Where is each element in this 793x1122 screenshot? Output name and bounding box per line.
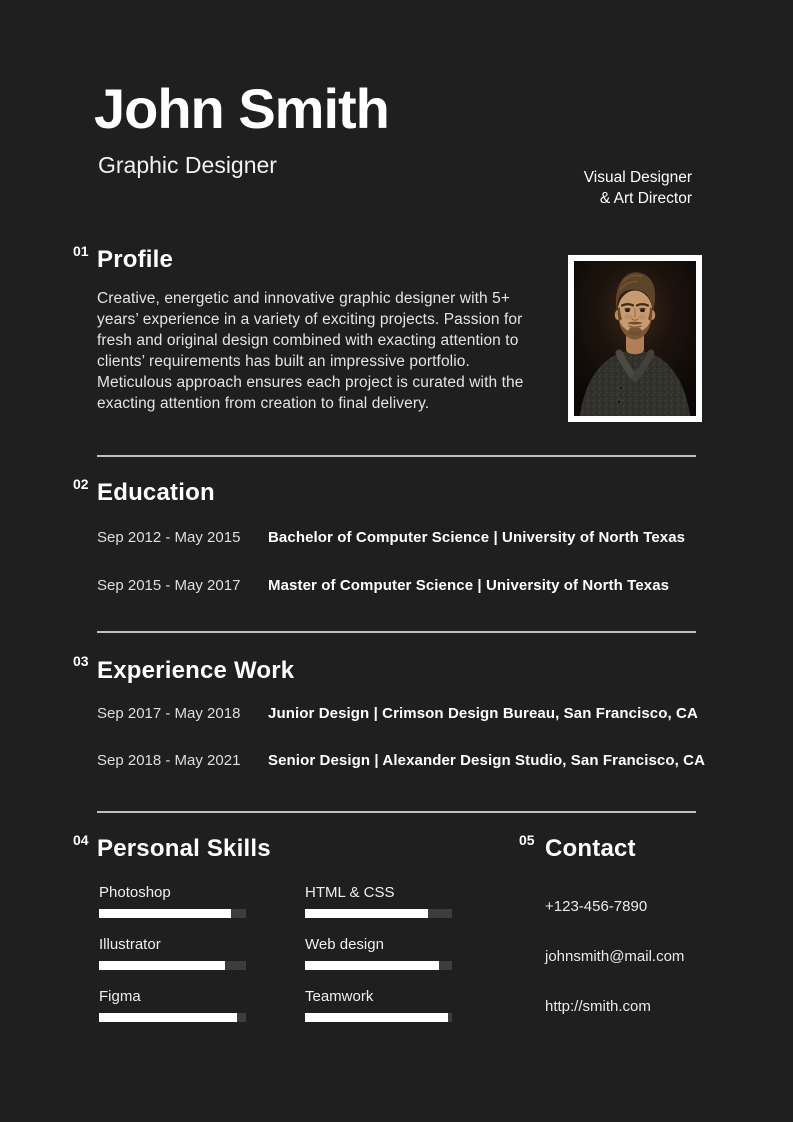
skill-label: HTML & CSS (305, 884, 395, 901)
experience-dates: Sep 2018 - May 2021 (97, 752, 241, 769)
divider (97, 631, 696, 633)
profile-paragraph: Creative, energetic and innovative graphic designer with 5+ years’ experience in a variety of exciting projects. Passion for fresh and original design combined with exacting attention to clients’ requirements has built an impressive portfolio. Meticulous approach ensures each project is curated with the exacting attention from creation to final delivery. (97, 290, 524, 412)
section-title-profile: Profile (97, 246, 174, 273)
section-title-contact: Contact (545, 835, 636, 862)
skill-item (305, 988, 465, 1040)
skill-progress-bar (305, 1013, 452, 1022)
skill-label: Web design (305, 936, 384, 953)
job-title: Graphic Designer (98, 152, 277, 178)
skill-progress-fill (99, 909, 231, 918)
skill-progress-fill (305, 961, 439, 970)
section-number-profile: 01 (73, 243, 89, 259)
contact-website: http://smith.com (545, 998, 651, 1015)
skill-progress-bar (305, 909, 452, 918)
contact-email: johnsmith@mail.com (545, 948, 685, 965)
skill-progress-bar (99, 1013, 246, 1022)
skill-progress-fill (99, 961, 225, 970)
skill-item (305, 936, 465, 988)
experience-details: Junior Design | Crimson Design Bureau, San Francisco, CA (268, 705, 698, 722)
skill-label: Illustrator (99, 936, 161, 953)
education-row (97, 529, 685, 547)
contact-phone: +123-456-7890 (545, 898, 648, 915)
section-title-skills: Personal Skills (97, 835, 271, 862)
tagline-line-1: Visual Designer (583, 169, 692, 186)
experience-details: Senior Design | Alexander Design Studio, San Francisco, CA (268, 752, 706, 769)
skill-item (305, 884, 465, 936)
portrait-photo-image (574, 261, 696, 416)
experience-row (97, 752, 705, 770)
person-name: John Smith (94, 77, 389, 140)
skill-item (99, 936, 259, 988)
divider (97, 455, 696, 457)
skill-item (99, 884, 259, 936)
education-details: Bachelor of Computer Science | University of North Texas (268, 529, 686, 546)
education-dates: Sep 2015 - May 2017 (97, 577, 241, 594)
skill-item (99, 988, 259, 1040)
section-number-contact: 05 (519, 832, 535, 848)
skill-label: Photoshop (99, 884, 171, 901)
section-number-education: 02 (73, 476, 89, 492)
education-details: Master of Computer Science | University of North Texas (268, 577, 670, 594)
tagline-line-2: & Art Director (599, 190, 692, 207)
education-row (97, 577, 669, 595)
skills-column-right (305, 884, 465, 1040)
skill-progress-bar (99, 909, 246, 918)
skill-progress-fill (305, 909, 428, 918)
section-title-experience: Experience Work (97, 657, 295, 684)
tagline (584, 167, 692, 209)
skill-label: Figma (99, 988, 141, 1005)
skill-progress-bar (305, 961, 452, 970)
contact-list (545, 898, 684, 1048)
skill-label: Teamwork (305, 988, 374, 1005)
experience-dates: Sep 2017 - May 2018 (97, 705, 241, 722)
skills-column-left (99, 884, 259, 1040)
divider (97, 811, 696, 813)
section-number-skills: 04 (73, 832, 89, 848)
section-title-education: Education (97, 479, 215, 506)
section-number-experience: 03 (73, 653, 89, 669)
skill-progress-bar (99, 961, 246, 970)
skill-progress-fill (305, 1013, 448, 1022)
portrait-photo (568, 255, 702, 422)
experience-row (97, 705, 698, 723)
skill-progress-fill (99, 1013, 237, 1022)
education-dates: Sep 2012 - May 2015 (97, 529, 241, 546)
